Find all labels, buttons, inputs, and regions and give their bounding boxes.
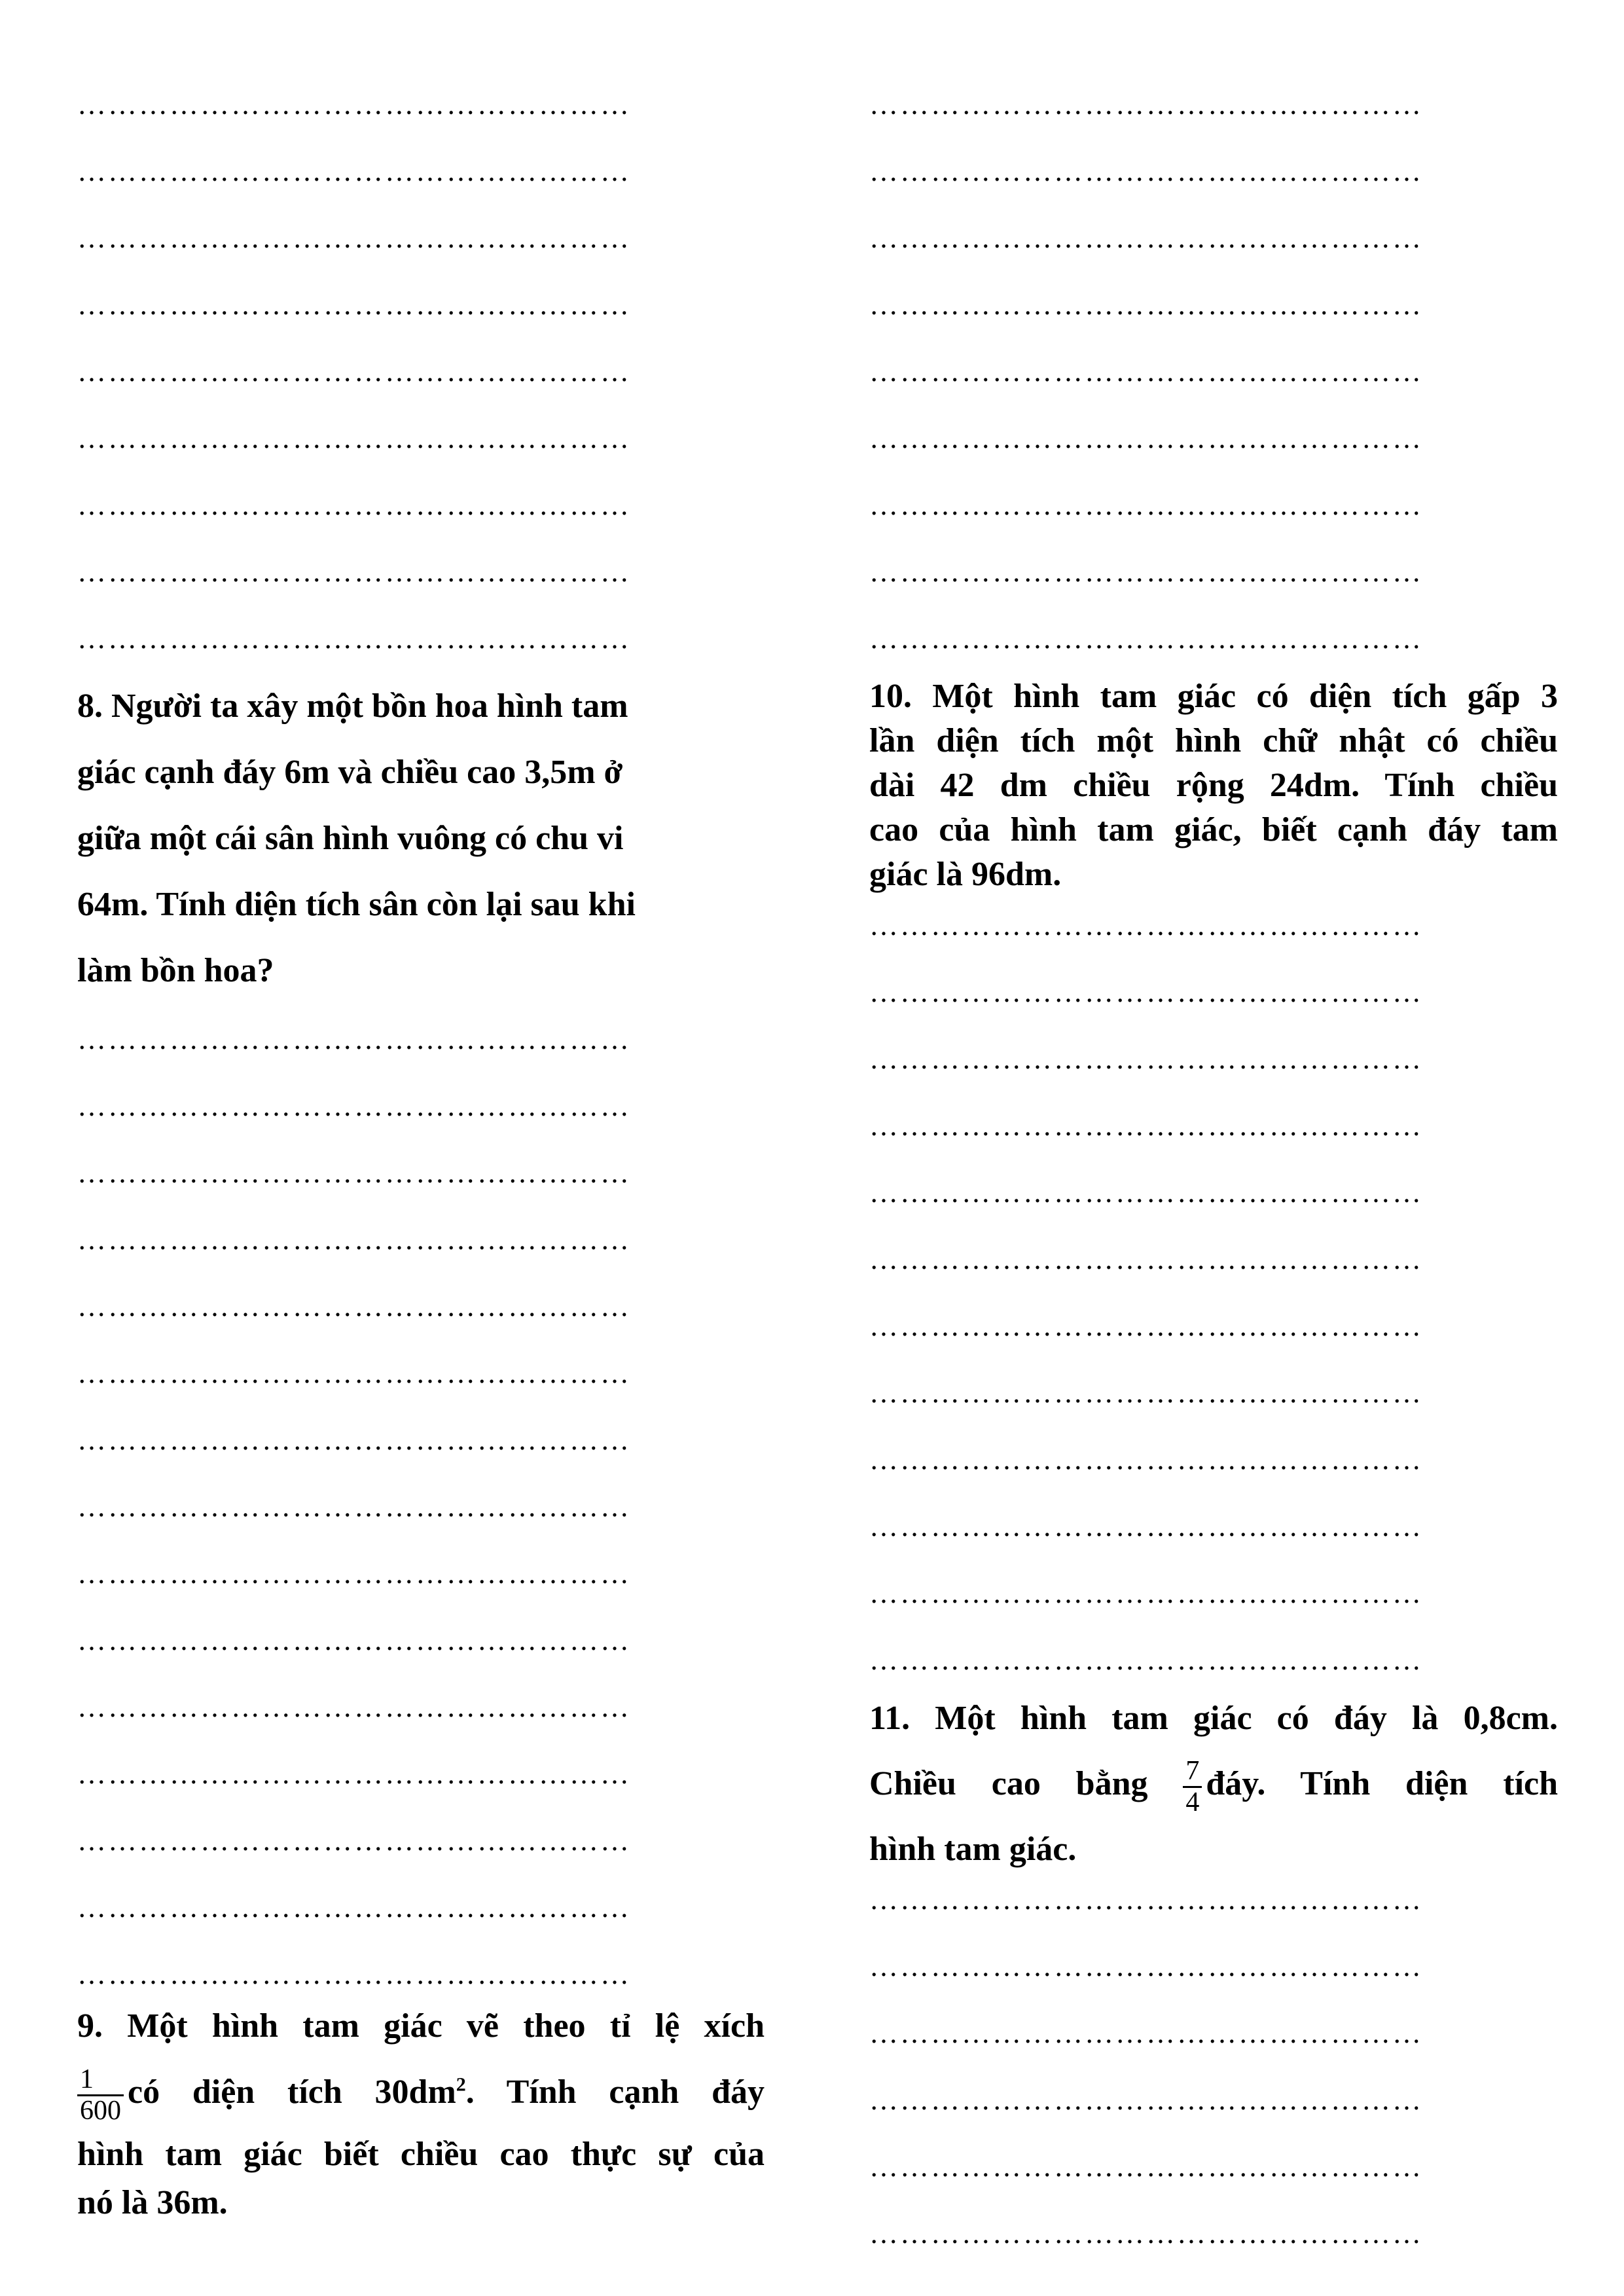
question-8 (77, 673, 636, 1004)
fraction-denominator: 4 (1185, 1787, 1200, 1817)
height-fraction (1183, 1757, 1202, 1816)
scale-fraction (77, 2065, 124, 2124)
question-9-line: 9. Một hình tam giác vẽ theo tỉ lệ xích (77, 2007, 765, 2045)
answer-line: ……………………………………………… (77, 1958, 631, 1990)
answer-line: ……………………………………………… (869, 422, 1423, 454)
answer-line: ……………………………………………… (869, 155, 1423, 187)
fraction-numerator: 1 (77, 2065, 124, 2096)
answer-line: ……………………………………………… (869, 1176, 1423, 1209)
answer-line: ……………………………………………… (77, 1491, 631, 1523)
answer-line: ……………………………………………… (869, 2017, 1423, 2049)
answer-line: ……………………………………………… (77, 1224, 631, 1256)
question-10-line: lần diện tích một hình chữ nhật có chiều (869, 722, 1558, 759)
answer-line: ……………………………………………… (869, 1644, 1423, 1676)
answer-line: ……………………………………………… (77, 1357, 631, 1389)
question-11-text: đáy. Tính diện tích (1206, 1765, 1559, 1802)
answer-line: ……………………………………………… (77, 289, 631, 321)
answer-line: ……………………………………………… (869, 623, 1423, 655)
answer-line: ……………………………………………… (77, 1624, 631, 1656)
answer-line: ……………………………………………… (77, 222, 631, 254)
question-9-line (77, 2056, 765, 2129)
answer-line: ……………………………………………… (77, 155, 631, 187)
answer-line: ……………………………………………… (869, 1310, 1423, 1342)
answer-line: ……………………………………………… (869, 1243, 1423, 1275)
answer-line: ……………………………………………… (869, 1577, 1423, 1609)
question-11-text: Chiều cao bằng (869, 1765, 1148, 1802)
answer-line: ……………………………………………… (869, 1510, 1423, 1542)
answer-line: ……………………………………………… (869, 1884, 1423, 1916)
answer-line: ……………………………………………… (77, 88, 631, 120)
answer-line: ……………………………………………… (77, 1290, 631, 1322)
answer-line: ……………………………………………… (869, 355, 1423, 388)
answer-line: ……………………………………………… (869, 88, 1423, 120)
answer-line: ……………………………………………… (869, 2217, 1423, 2250)
answer-line: ……………………………………………… (869, 976, 1423, 1008)
answer-line: ……………………………………………… (77, 489, 631, 521)
answer-line: ……………………………………………… (869, 556, 1423, 588)
answer-line: ……………………………………………… (77, 1424, 631, 1456)
answer-line: ……………………………………………… (869, 1950, 1423, 1982)
answer-line: ……………………………………………… (869, 222, 1423, 254)
answer-line: ……………………………………………… (869, 289, 1423, 321)
answer-line: ……………………………………………… (77, 422, 631, 454)
answer-line: ……………………………………………… (869, 909, 1423, 941)
question-9 (77, 1997, 765, 2226)
answer-line: ……………………………………………… (77, 1891, 631, 1923)
question-10-line: cao của hình tam giác, biết cạnh đáy tam (869, 811, 1558, 848)
question-8-line: làm bồn hoa? (77, 952, 274, 989)
answer-line: ……………………………………………… (869, 1444, 1423, 1476)
question-10 (869, 674, 1558, 897)
answer-line: ……………………………………………… (77, 1825, 631, 1857)
fraction-numerator: 7 (1183, 1757, 1202, 1787)
answer-line: ……………………………………………… (77, 623, 631, 655)
question-9-text: . Tính cạnh đáy (465, 2073, 765, 2111)
answer-line: ……………………………………………… (869, 2084, 1423, 2116)
answer-line: ……………………………………………… (77, 1023, 631, 1055)
superscript: 2 (456, 2073, 466, 2096)
question-8-line: giữa một cái sân hình vuông có chu vi (77, 820, 624, 857)
answer-line: ……………………………………………… (77, 1558, 631, 1590)
question-10-line: 10. Một hình tam giác có diện tích gấp 3 (869, 678, 1558, 715)
fraction-denominator: 600 (80, 2095, 121, 2126)
answer-line: ……………………………………………… (77, 1157, 631, 1189)
question-11-line: 11. Một hình tam giác có đáy là 0,8cm. (869, 1700, 1558, 1737)
answer-line: ……………………………………………… (77, 556, 631, 588)
answer-line: ……………………………………………… (77, 355, 631, 388)
answer-line: ……………………………………………… (869, 489, 1423, 521)
question-9-line: hình tam giác biết chiều cao thực sự của (77, 2136, 765, 2173)
question-8-line: 64m. Tính diện tích sân còn lại sau khi (77, 886, 636, 923)
question-11-line: hình tam giác. (869, 1831, 1077, 1868)
question-11-line (869, 1748, 1558, 1820)
answer-line: ……………………………………………… (869, 1377, 1423, 1409)
answer-line: ……………………………………………… (77, 1691, 631, 1723)
answer-line: ……………………………………………… (77, 1090, 631, 1122)
question-10-line: giác là 96dm. (869, 856, 1062, 893)
question-11 (869, 1689, 1558, 1879)
question-8-line: 8. Người ta xây một bồn hoa hình tam (77, 687, 628, 725)
question-8-line: giác cạnh đáy 6m và chiều cao 3,5m ở (77, 754, 623, 791)
answer-line: ……………………………………………… (77, 1758, 631, 1790)
answer-line: ……………………………………………… (869, 2151, 1423, 2183)
answer-line: ……………………………………………… (869, 1043, 1423, 1075)
question-10-line: dài 42 dm chiều rộng 24dm. Tính chiều (869, 767, 1558, 804)
answer-line: ……………………………………………… (869, 1110, 1423, 1142)
question-9-line: nó là 36m. (77, 2184, 228, 2221)
question-9-text: có diện tích 30dm (128, 2073, 456, 2111)
